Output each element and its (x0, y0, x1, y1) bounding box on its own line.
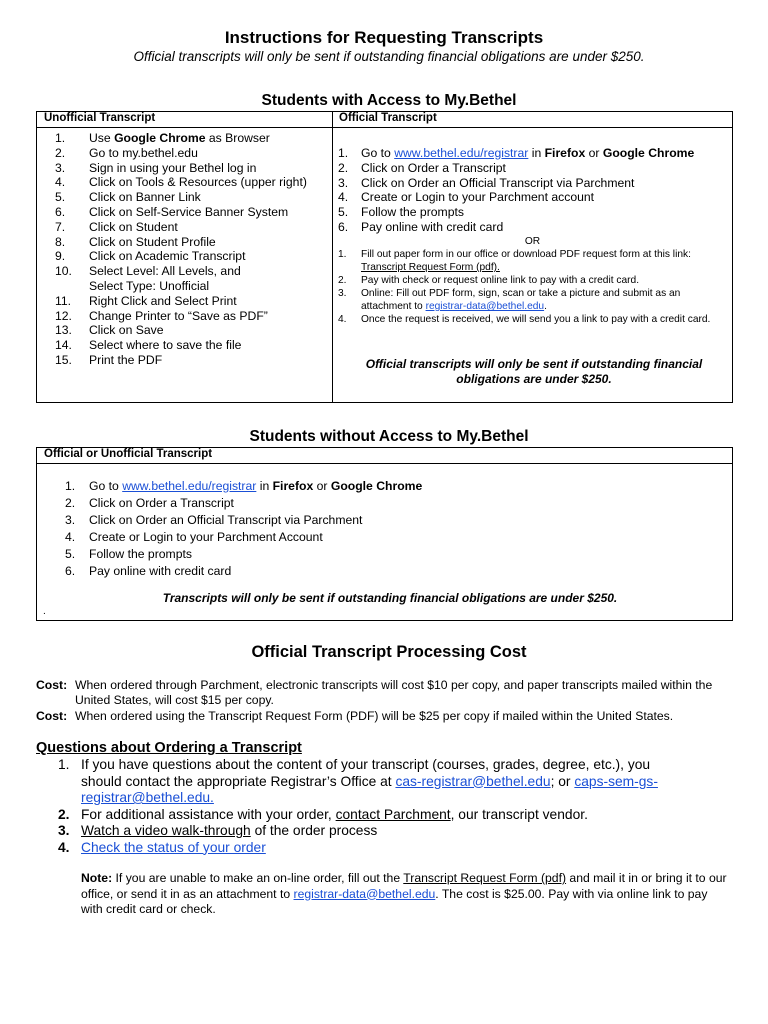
official-or-unofficial-header: Official or Unofficial Transcript (44, 448, 213, 460)
page-title: Instructions for Requesting Transcripts (224, 28, 544, 47)
list-item: Select Type: Unofficial (89, 278, 210, 293)
order-status-link[interactable]: Check the status of your order (81, 839, 266, 855)
list-item: 4. Check the status of your order (58, 839, 266, 855)
list-item: 1. Use Google Chrome as Browser (55, 131, 270, 145)
cost-line-2: Cost: When ordered using the Transcript Request Form (PDF) will be $25 per copy if mailed within the United States. (36, 709, 674, 723)
list-item: 7. Click on Student (55, 219, 178, 234)
page-subtitle: Official transcripts will only be sent if outstanding financial obligations are under $250. (133, 49, 645, 64)
questions-heading: Questions about Ordering a Transcript (36, 740, 302, 756)
list-item: 4. Once the request is received, we will send you a link to pay with a credit card. (338, 314, 711, 325)
video-walkthrough-link[interactable]: Watch a video walk-through (81, 823, 251, 838)
list-item: 4. Click on Tools & Resources (upper right) (55, 175, 307, 190)
without-access-heading: Students without Access to My.Bethel (249, 428, 529, 445)
list-item: 8. Click on Student Profile (55, 234, 216, 249)
transcript-request-form-link[interactable]: Transcript Request Form (pdf) (403, 871, 567, 885)
list-item: 4. Create or Login to your Parchment account (338, 190, 595, 205)
note-paragraph: Note: If you are unable to make an on-line order, fill out the Transcript Request Form (pdf) and mail it in or bring it to our office, or send it in as an attachment to registrar-data@bethel.edu. The cost is $25.00. Pay with via online link to pay with credit card or check. (81, 871, 727, 916)
without-access-warning: Transcripts will only be sent if outstanding financial obligations are under $250. (162, 591, 618, 605)
list-item: 10. Select Level: All Levels, and (55, 264, 241, 279)
cas-registrar-email-link[interactable]: cas-registrar@bethel.edu (395, 773, 551, 789)
unofficial-column-header: Unofficial Transcript (44, 112, 156, 124)
list-item: 1. If you have questions about the content of your transcript (courses, grades, degree, etc.), you should contact the appropriate Registrar’s Office at cas-registrar@bethel.edu; or caps-sem-gs-registrar@bethel.edu. (58, 757, 658, 805)
official-warning: Official transcripts will only be sent if outstanding financial obligations are under $250. (365, 357, 703, 386)
list-item: 3. Sign in using your Bethel log in (55, 160, 257, 175)
list-item: 6. Click on Self-Service Banner System (55, 204, 289, 219)
official-alt-steps (338, 248, 726, 326)
list-item: 3. Online: Fill out PDF form, sign, scan or take a picture and submit as an attachment to registrar-data@bethel.edu. (338, 288, 681, 312)
list-item: 5. Follow the prompts (338, 205, 464, 220)
registrar-data-email-link[interactable]: registrar-data@bethel.edu (293, 886, 436, 901)
cost-line-1: Cost: When ordered through Parchment, electronic transcripts will cost $10 per copy, and paper transcripts mailed within the United States, will cost $15 per copy. (36, 678, 713, 707)
contact-parchment-link[interactable]: contact Parchment (335, 806, 451, 822)
list-item: 3. Click on Order an Official Transcript via Parchment (338, 175, 635, 190)
list-item: 4. Create or Login to your Parchment Account (65, 530, 323, 544)
unofficial-steps (55, 131, 327, 368)
list-item: 1. Go to www.bethel.edu/registrar in Firefox or Google Chrome (338, 146, 695, 160)
list-item: 2. Go to my.bethel.edu (55, 145, 198, 160)
official-column-header: Official Transcript (339, 112, 437, 124)
without-access-table (36, 447, 733, 621)
list-item: 3. Watch a video walk-through of the order process (58, 823, 378, 838)
without-access-steps (65, 478, 705, 580)
list-item: 9. Click on Academic Transcript (55, 249, 246, 264)
list-item: 12. Change Printer to “Save as PDF” (55, 308, 268, 323)
list-item: 15. Print the PDF (55, 352, 163, 367)
list-item: 1. Fill out paper form in our office or download PDF request form at this link: Transcript Request Form (pdf). (338, 249, 691, 273)
official-steps (338, 146, 728, 235)
stray-dot: . (43, 606, 46, 617)
list-item: 13. Click on Save (55, 323, 164, 338)
registrar-link[interactable]: www.bethel.edu/registrar (122, 479, 257, 493)
list-item: 6. Pay online with credit card (338, 219, 504, 234)
list-item: 14. Select where to save the file (55, 338, 242, 353)
list-item: 6. Pay online with credit card (65, 564, 232, 578)
table-header-rule (37, 463, 732, 464)
or-label: OR (524, 236, 541, 247)
list-item: 2. For additional assistance with your order, contact Parchment, our transcript vendor. (58, 806, 588, 822)
list-item: 1. Go to www.bethel.edu/registrar in Firefox or Google Chrome (65, 479, 423, 493)
registrar-link[interactable]: www.bethel.edu/registrar (394, 146, 529, 160)
with-access-table (36, 111, 733, 403)
list-item: 5. Follow the prompts (65, 547, 192, 561)
table-header-rule (37, 127, 732, 128)
list-item: 11. Right Click and Select Print (55, 293, 237, 308)
transcript-request-form-link[interactable]: Transcript Request Form (pdf). (361, 262, 500, 273)
questions-list (54, 757, 694, 856)
registrar-data-email-link[interactable]: registrar-data@bethel.edu (425, 301, 545, 312)
list-item: 3. Click on Order an Official Transcript via Parchment (65, 513, 363, 527)
column-divider (332, 112, 333, 402)
caps-registrar-email-link[interactable]: caps-sem-gs-registrar@bethel.edu. (81, 773, 658, 805)
with-access-heading: Students with Access to My.Bethel (261, 92, 517, 109)
list-item: 5. Click on Banner Link (55, 190, 201, 205)
list-item: 2. Click on Order a Transcript (65, 496, 234, 510)
list-item: 2. Click on Order a Transcript (338, 160, 506, 175)
list-item: 2. Pay with check or request online link to pay with a credit card. (338, 275, 640, 286)
cost-heading: Official Transcript Processing Cost (251, 643, 527, 661)
